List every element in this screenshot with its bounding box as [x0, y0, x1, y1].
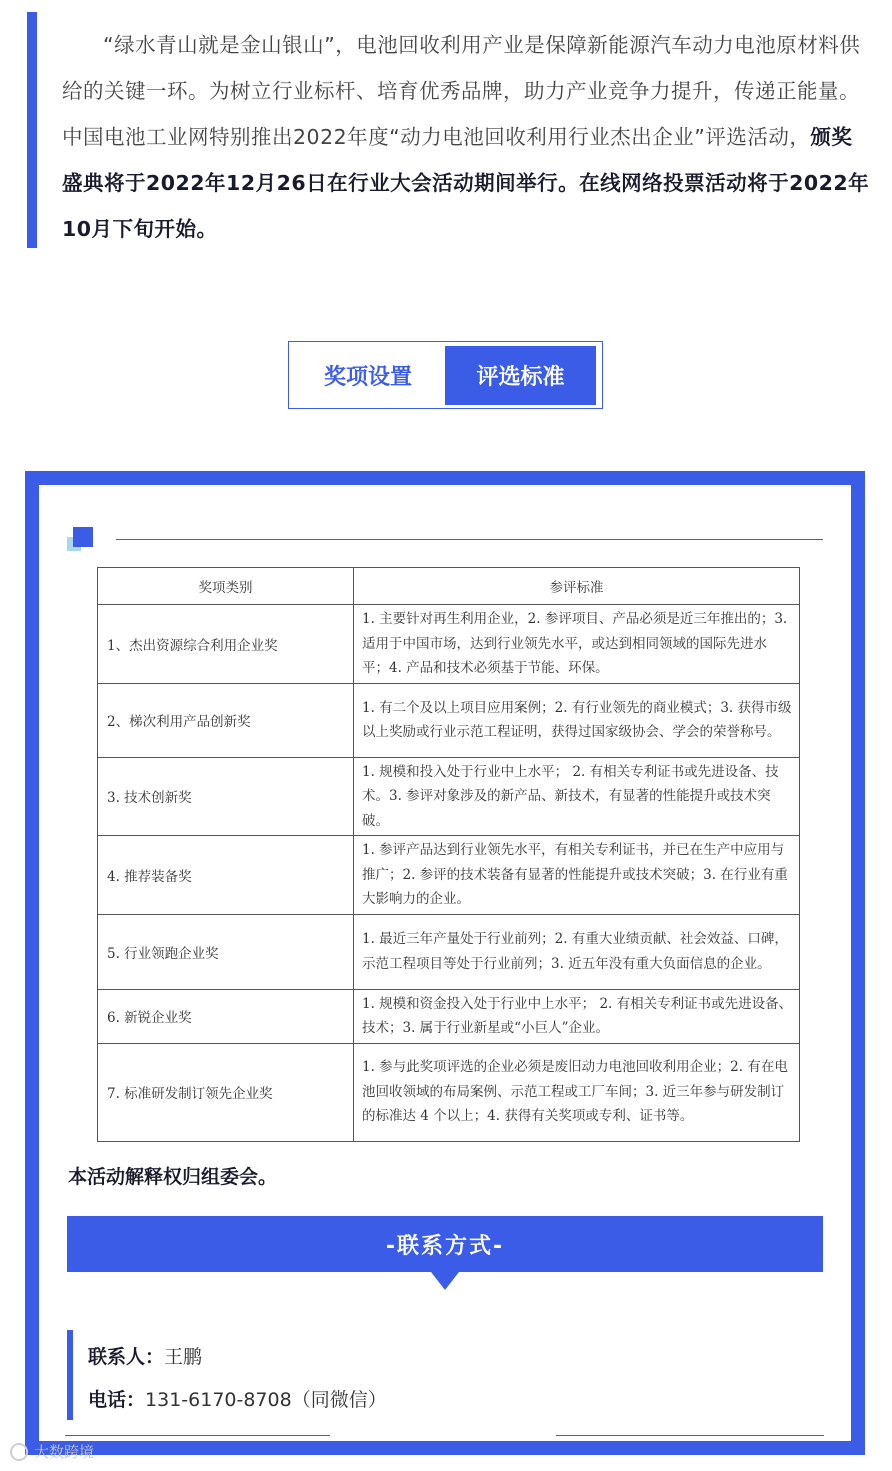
criteria-cell: 1. 主要针对再生利用企业，2. 参评项目、产品必须是近三年推出的；3. 适用于中国市场，达到行业领先水平，或达到相同领域的国际先进水平；4. 产品和技术必须基于节能、环保。	[354, 605, 800, 684]
criteria-cell: 1. 参评产品达到行业领先水平，有相关专利证书，并已在生产中应用与推广；2. 参评的技术装备有显著的性能提升或技术突破；3. 在行业有重大影响力的企业。	[354, 836, 800, 915]
table-row	[98, 989, 800, 1043]
contact-block	[67, 1330, 387, 1420]
category-cell: 3. 技术创新奖	[98, 757, 354, 836]
intro-section	[27, 12, 872, 248]
criteria-cell: 1. 规模和投入处于行业中上水平； 2. 有相关专利证书或先进设备、技术。3. 参评对象涉及的新产品、新技术，有显著的性能提升或技术突破。	[354, 757, 800, 836]
category-cell: 7. 标准研发制订领先企业奖	[98, 1043, 354, 1141]
table-row	[98, 1043, 800, 1141]
tab-bar	[288, 341, 603, 409]
contact-person: 王鹏	[164, 1346, 203, 1368]
contact-person-label: 联系人：	[88, 1346, 165, 1368]
criteria-cell: 1. 有二个及以上项目应用案例；2. 有行业领先的商业模式；3. 获得市级以上奖励或行业示范工程证明，获得过国家级协会、学会的荣誉称号。	[354, 683, 800, 757]
contact-banner: -联系方式-	[67, 1216, 823, 1272]
disclaimer-note: 本活动解释权归组委会。	[68, 1166, 278, 1188]
table-row	[98, 914, 800, 989]
tab-selection-criteria[interactable]: 评选标准	[445, 346, 596, 405]
category-cell: 4. 推荐装备奖	[98, 836, 354, 915]
criteria-cell: 1. 参与此奖项评选的企业必须是废旧动力电池回收利用企业；2. 有在电池回收领域的布局案例、示范工程或工厂车间；3. 近三年参与研发制订的标准达 4 个以上；4. 获得有关奖项或专利、证书等。	[354, 1043, 800, 1141]
category-cell: 2、梯次利用产品创新奖	[98, 683, 354, 757]
table-row	[98, 757, 800, 836]
table-row	[98, 605, 800, 684]
bottom-line-right	[556, 1435, 824, 1436]
decor-square	[73, 527, 93, 547]
contact-phone[interactable]: 131-6170-8708（同微信）	[145, 1389, 387, 1411]
table-header-row	[98, 568, 800, 605]
divider-line	[116, 539, 823, 540]
category-cell: 6. 新锐企业奖	[98, 989, 354, 1043]
criteria-cell: 1. 规模和资金投入处于行业中上水平； 2. 有相关专利证书或先进设备、技术；3. 属于行业新星或“小巨人”企业。	[354, 989, 800, 1043]
watermark	[10, 1441, 94, 1462]
contact-phone-row	[88, 1379, 387, 1422]
contact-phone-label: 电话：	[88, 1389, 146, 1411]
category-cell: 1、杰出资源综合利用企业奖	[98, 605, 354, 684]
criteria-cell: 1. 最近三年产量处于行业前列；2. 有重大业绩贡献、社会效益、口碑，示范工程项目等处于行业前列；3. 近五年没有重大负面信息的企业。	[354, 914, 800, 989]
criteria-table	[97, 567, 800, 1142]
table-row	[98, 683, 800, 757]
table-row	[98, 836, 800, 915]
header-category: 奖项类别	[98, 568, 354, 605]
watermark-text: 大数跨境	[34, 1443, 95, 1461]
banner-arrow	[431, 1272, 459, 1290]
tab-award-settings[interactable]: 奖项设置	[293, 346, 443, 405]
contact-person-row	[88, 1336, 387, 1379]
header-criteria: 参评标准	[354, 568, 800, 605]
intro-text: “绿水青山就是金山银山”，电池回收利用产业是保障新能源汽车动力电池原材料供给的关键一环。为树立行业标杆、培育优秀品牌，助力产业竞争力提升，传递正能量。中国电池工业网特别推出2022年度“动力电池回收利用行业杰出企业”评选活动，	[62, 33, 861, 149]
intro-paragraph	[62, 22, 872, 252]
watermark-logo-icon	[10, 1443, 28, 1461]
criteria-card	[25, 471, 865, 1455]
bottom-line-left	[65, 1435, 330, 1436]
category-cell: 5. 行业领跑企业奖	[98, 914, 354, 989]
intro-text-bold: 颁奖盛典将于2022年12月26日在行业大会活动期间举行。在线网络投票活动将于2022年10月下旬开始。	[62, 125, 870, 241]
